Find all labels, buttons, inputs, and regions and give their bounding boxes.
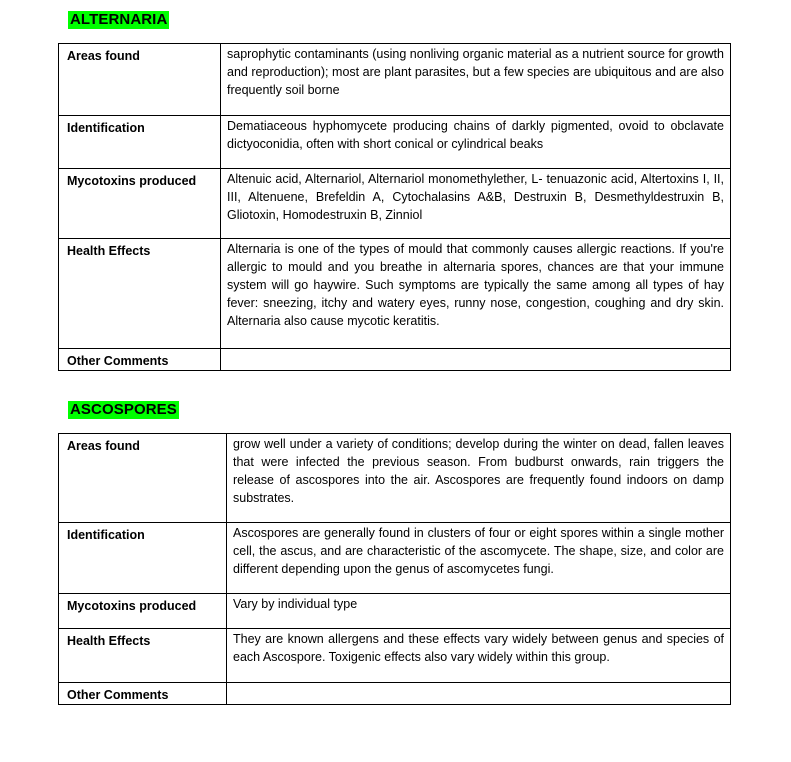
row-value-other-comments — [221, 349, 731, 371]
row-label-health-effects: Health Effects — [59, 239, 221, 349]
row-value-health-effects: They are known allergens and these effects vary widely between genus and species of each Ascospore. Toxigenic effects also vary widely within this group. — [227, 629, 731, 683]
row-label-mycotoxins: Mycotoxins produced — [59, 594, 227, 629]
table-row — [59, 683, 731, 705]
row-label-areas-found: Areas found — [59, 44, 221, 116]
table-row — [59, 116, 731, 169]
table-row — [59, 349, 731, 371]
row-label-identification: Identification — [59, 523, 227, 594]
row-value-mycotoxins: Altenuic acid, Alternariol, Alternariol monomethylether, L- tenuazonic acid, Altertoxins I, II, III, Altenuene, Brefeldin A, Cytochalasins A&B, Destruxin B, Desmethyldestruxin B, Gliotoxin, Homodestruxin B, Zinniol — [221, 169, 731, 239]
row-value-identification: Ascospores are generally found in clusters of four or eight spores within a single mother cell, the ascus, and are characteristic of the ascomycete. The shape, size, and color are different depending upon the genus of ascomycetes fungi. — [227, 523, 731, 594]
row-value-mycotoxins: Vary by individual type — [227, 594, 731, 629]
row-value-identification: Dematiaceous hyphomycete producing chains of darkly pigmented, ovoid to obclavate dictyoconidia, often with short conical or cylindrical beaks — [221, 116, 731, 169]
row-value-areas-found: saprophytic contaminants (using nonliving organic material as a nutrient source for growth and reproduction); most are plant parasites, but a few species are ubiquitous and are also frequently soil borne — [221, 44, 731, 116]
ascospores-info-table — [58, 433, 731, 705]
table-row — [59, 523, 731, 594]
row-value-health-effects: Alternaria is one of the types of mould that commonly causes allergic reactions. If you're allergic to mould and you breathe in alternaria spores, chances are that your immune system will go haywire. Such symptoms are typically the same among all types of hay fever: sneezing, itchy and watery eyes, runny nose, congestion, coughing and dry skin. Alternaria also cause mycotic keratitis. — [221, 239, 731, 349]
row-value-areas-found: grow well under a variety of conditions; develop during the winter on dead, fallen leaves that were infected the previous season. From budburst onwards, rain triggers the release of ascospores into the air. Ascospores are frequently found indoors on damp substrates. — [227, 434, 731, 523]
table-row — [59, 594, 731, 629]
row-label-areas-found: Areas found — [59, 434, 227, 523]
row-label-mycotoxins: Mycotoxins produced — [59, 169, 221, 239]
table-row — [59, 239, 731, 349]
row-label-other-comments: Other Comments — [59, 349, 221, 371]
section-title-alternaria: ALTERNARIA — [70, 11, 168, 28]
row-label-other-comments: Other Comments — [59, 683, 227, 705]
row-value-other-comments — [227, 683, 731, 705]
table-row — [59, 44, 731, 116]
alternaria-info-table — [58, 43, 731, 371]
table-row — [59, 169, 731, 239]
table-row — [59, 434, 731, 523]
table-row — [59, 629, 731, 683]
section-title-ascospores: ASCOSPORES — [70, 401, 177, 418]
row-label-identification: Identification — [59, 116, 221, 169]
row-label-health-effects: Health Effects — [59, 629, 227, 683]
